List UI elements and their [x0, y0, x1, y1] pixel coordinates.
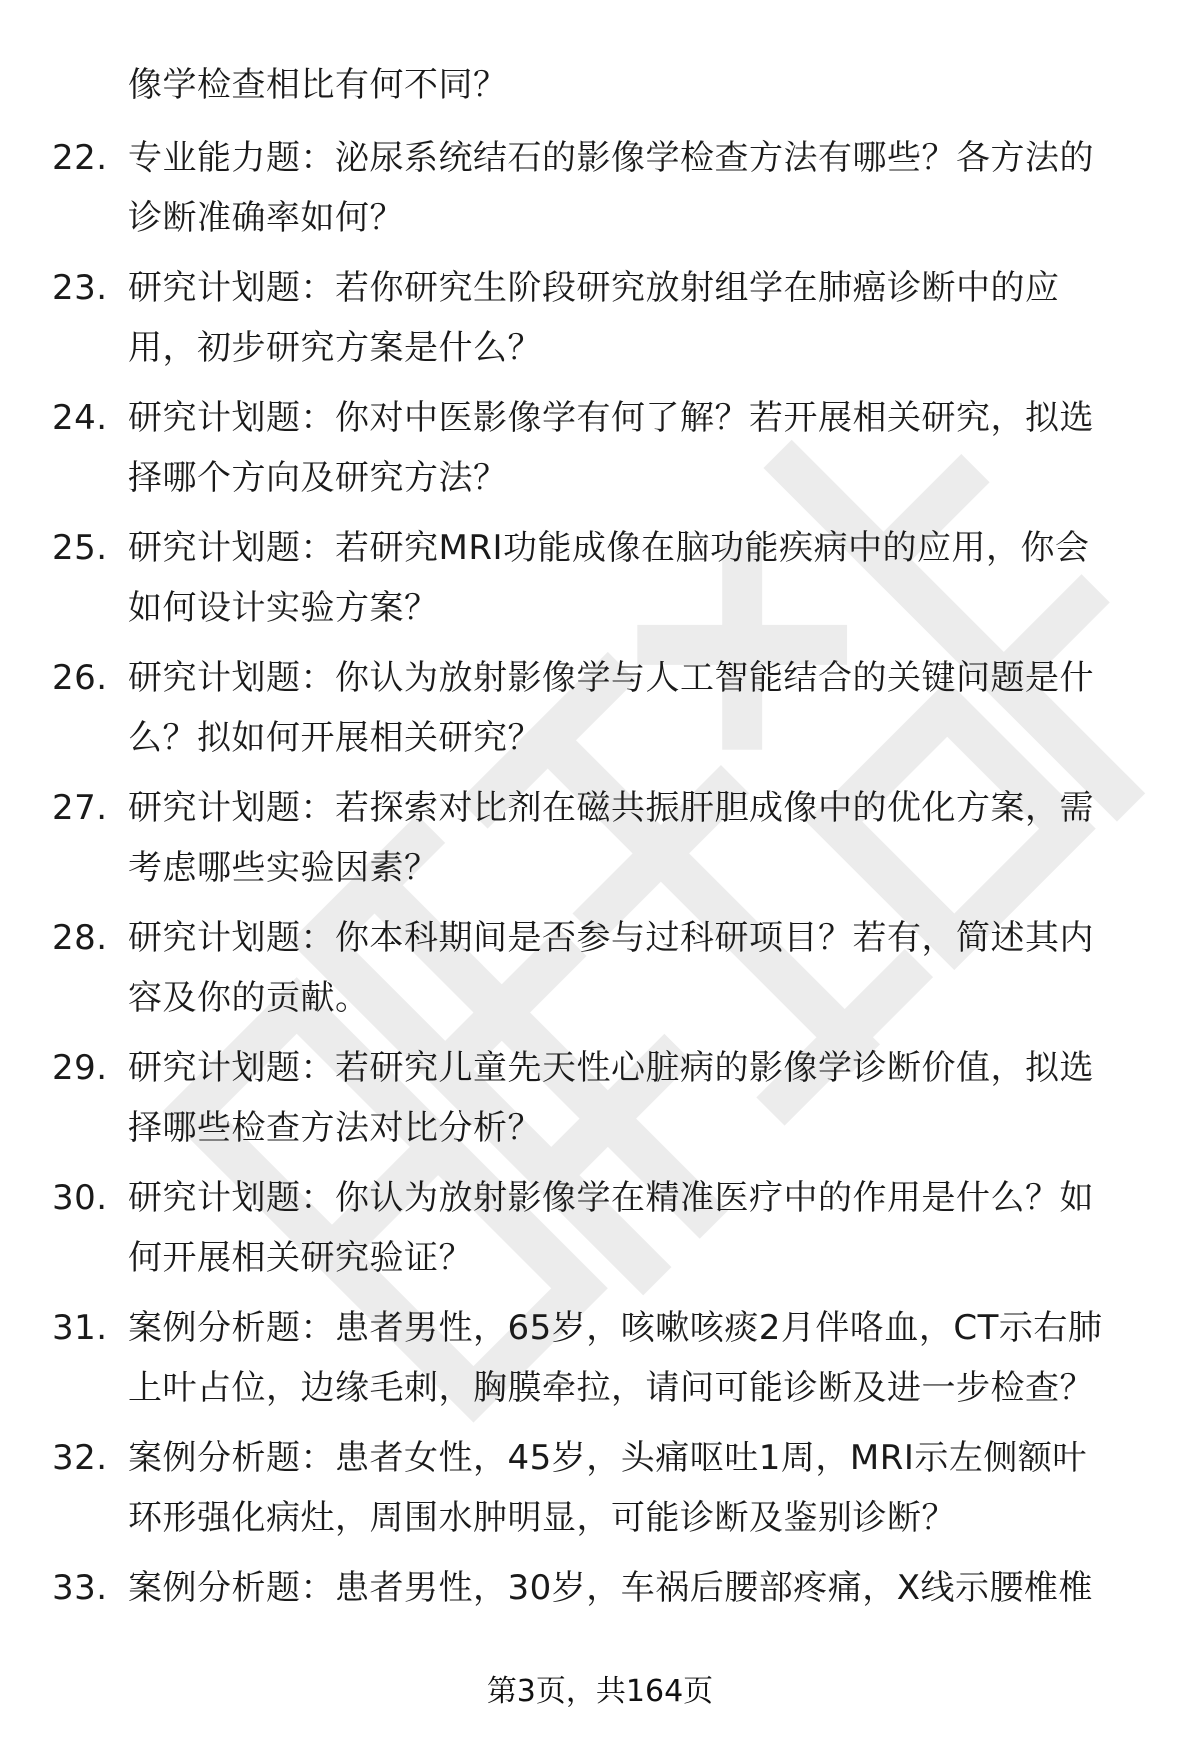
item-text-line: 上叶占位，边缘毛刺，胸膜牵拉，请问可能诊断及进一步检查？: [128, 1368, 1094, 1408]
item-text: [128, 1038, 1148, 1158]
item-number: 30.: [52, 1178, 108, 1218]
item-text: [128, 648, 1148, 768]
item-number: 29.: [52, 1048, 108, 1088]
item-text-line: 研究计划题：若你研究生阶段研究放射组学在肺癌诊断中的应: [128, 268, 1060, 308]
item-number: 26.: [52, 658, 108, 698]
item-text-line: 研究计划题：你认为放射影像学在精准医疗中的作用是什么？如: [128, 1178, 1094, 1218]
item-text-line: 如何设计实验方案？: [128, 588, 439, 628]
item-text-line: 环形强化病灶，周围水肿明显，可能诊断及鉴别诊断？: [128, 1498, 956, 1538]
item-text: [128, 258, 1148, 378]
item-text-line: 案例分析题：患者女性，45岁，头痛呕吐1周，MRI示左侧额叶: [128, 1438, 1087, 1478]
page-footer: 第3页，共164页: [486, 1674, 714, 1709]
item-text-line: 案例分析题：患者男性，65岁，咳嗽咳痰2月伴咯血，CT示右肺: [128, 1308, 1103, 1348]
item-number: 27.: [52, 788, 108, 828]
item-number: 33.: [52, 1568, 108, 1608]
item-text-line: 研究计划题：你本科期间是否参与过科研项目？若有，简述其内: [128, 918, 1094, 958]
item-text-line: 何开展相关研究验证？: [128, 1238, 473, 1278]
item-text-line: 研究计划题：若研究儿童先天性心脏病的影像学诊断价值，拟选: [128, 1048, 1094, 1088]
item-text: [128, 1168, 1148, 1288]
item-text-line: 案例分析题：患者男性，30岁，车祸后腰部疼痛，X线示腰椎椎: [128, 1568, 1094, 1608]
item-text-line: 研究计划题：若探索对比剂在磁共振肝胆成像中的优化方案，需: [128, 788, 1094, 828]
item-text: [128, 518, 1148, 638]
item-text: [128, 1298, 1148, 1418]
item-text-line: 研究计划题：你认为放射影像学与人工智能结合的关键问题是什: [128, 658, 1094, 698]
item-text-line: 专业能力题：泌尿系统结石的影像学检查方法有哪些？各方法的: [128, 138, 1094, 178]
continuation-text: 像学检查相比有何不同？: [128, 65, 508, 105]
item-text: [128, 388, 1148, 508]
item-number: 22.: [52, 138, 108, 178]
item-text-line: 研究计划题：你对中医影像学有何了解？若开展相关研究，拟选: [128, 398, 1094, 438]
item-number: 31.: [52, 1308, 108, 1348]
item-number: 24.: [52, 398, 108, 438]
item-text: [128, 128, 1148, 248]
item-text-line: 诊断准确率如何？: [128, 198, 404, 238]
item-text-line: 择哪些检查方法对比分析？: [128, 1108, 542, 1148]
item-text-line: 择哪个方向及研究方法？: [128, 458, 508, 498]
item-text: [128, 778, 1148, 898]
item-number: 23.: [52, 268, 108, 308]
item-text: [128, 1558, 1148, 1618]
item-number: 28.: [52, 918, 108, 958]
item-text-line: 考虑哪些实验因素？: [128, 848, 439, 888]
item-text-line: 容及你的贡献。: [128, 978, 370, 1018]
item-text-line: 用，初步研究方案是什么？: [128, 328, 542, 368]
item-text-line: 么？拟如何开展相关研究？: [128, 718, 542, 758]
item-text: [128, 908, 1148, 1028]
item-number: 32.: [52, 1438, 108, 1478]
item-number: 25.: [52, 528, 108, 568]
item-text: [128, 1428, 1148, 1548]
item-text-line: 研究计划题：若研究MRI功能成像在脑功能疾病中的应用，你会: [128, 528, 1090, 568]
